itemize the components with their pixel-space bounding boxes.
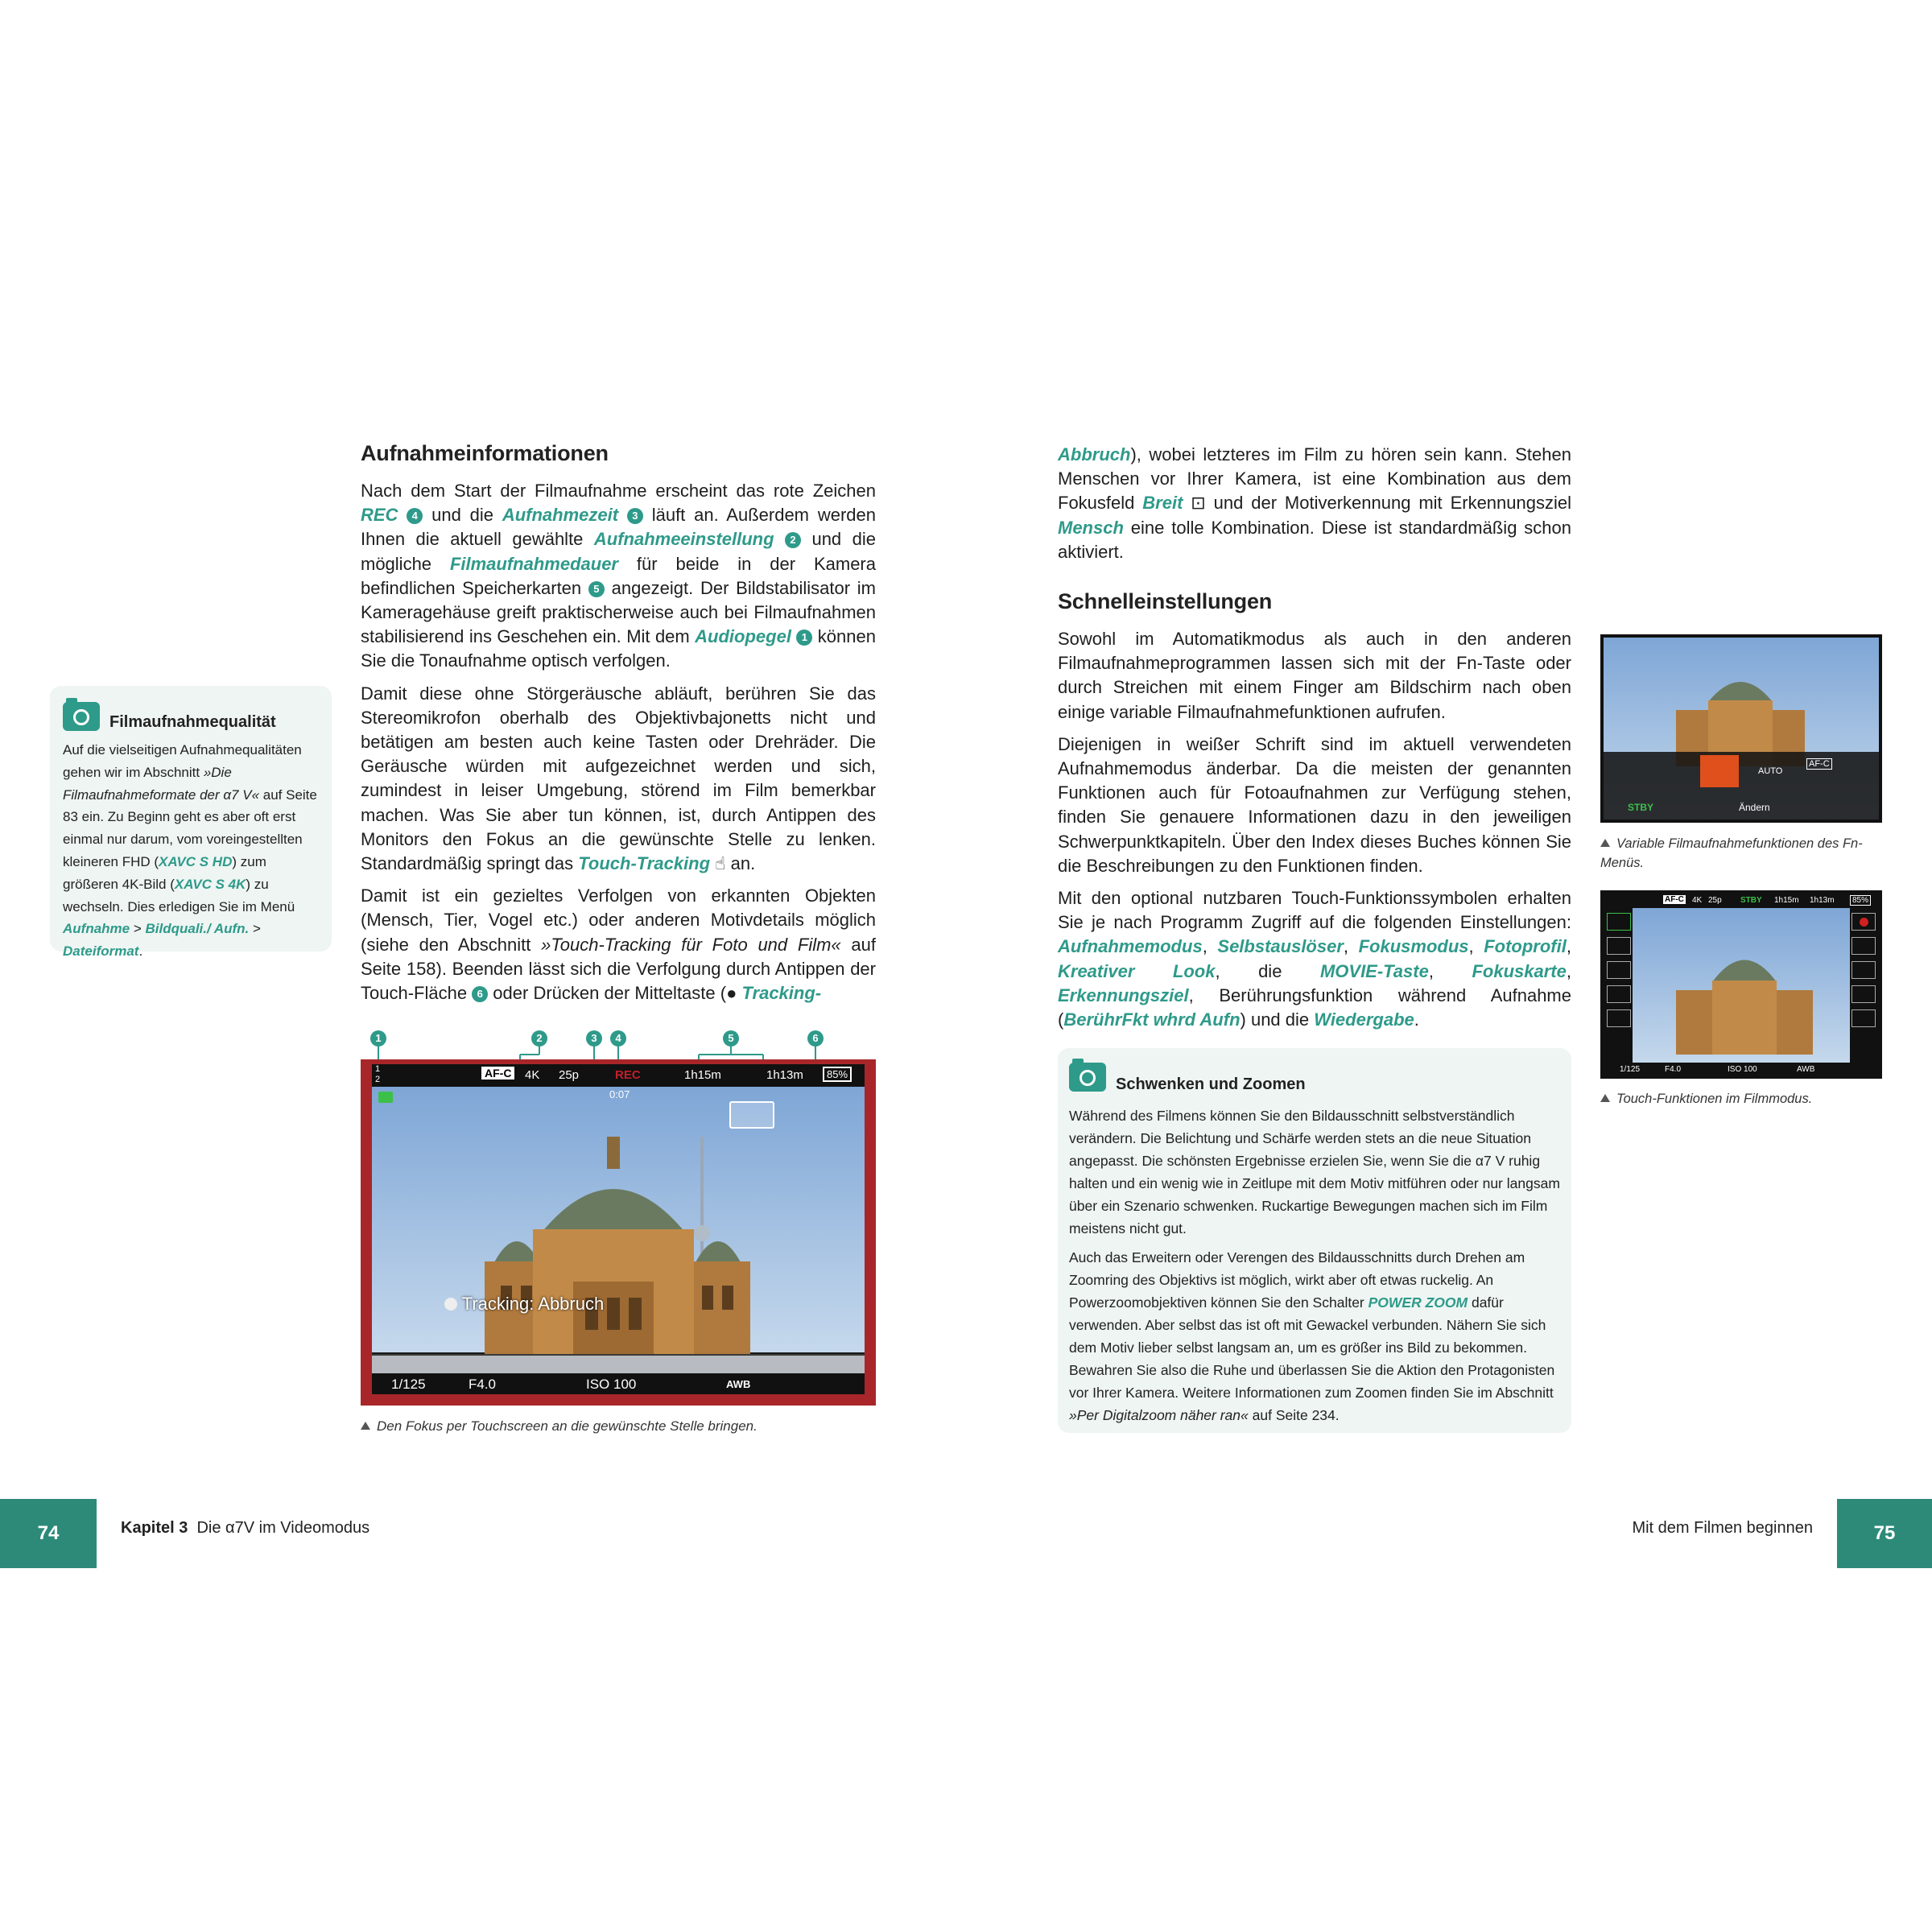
chapter-footer [121,1519,369,1538]
white-balance: AWB [1797,1065,1815,1074]
camera-screen-figure [361,1030,876,1407]
resolution-label: 4K [525,1068,540,1082]
cathedral-image [372,1113,865,1362]
paragraph: Während des Filmens können Sie den Bildausschnitt selbstverständlich verändern. Die Belichtung und Schärfe werden stets an die neue Situation angepasst. Die schönsten Ergebnisse erzielen Sie, wenn Sie die α7 V ruhig halten und ein wenig wie in Zeitlupe mit dem Motiv mitführen oder nur langsam über ein Szenario schwenken. Ruckartige Bewegungen machen sich im Film meistens nicht gut. [1069,1108,1560,1236]
sidebar-box-filmaufnahmequalitaet [50,686,332,960]
rec-label: REC [615,1068,641,1082]
figure-caption-thumb1: Variable Filmaufnahmefunktionen des Fn-Menüs. [1600,836,1863,870]
figure-caption-thumb2: Touch-Funktionen im Filmmodus. [1600,1092,1882,1107]
resolution-label: 4K [1692,896,1703,905]
camera-icon [1069,1063,1106,1092]
fps-label: 25p [1708,896,1722,905]
page-number-right: 75 [1837,1499,1932,1568]
touch-tracking-off-icon[interactable] [729,1101,774,1129]
figure-caption-left: Den Fokus per Touchscreen an die gewünschte Stelle bringen. [361,1418,758,1435]
record-dot-icon [444,1298,457,1311]
box-title: Schwenken und Zoomen [1116,1075,1306,1093]
callout-1: 1 [370,1030,386,1046]
right-body-text [1058,627,1571,1040]
caption-triangle-icon [1600,1094,1610,1102]
chapter-label: Kapitel 3 [121,1519,188,1537]
card2-time: 1h13m [1810,896,1835,905]
movie-button-touch-icon[interactable] [1852,913,1876,931]
hud-top [372,1064,865,1087]
touch-icons-right [1852,913,1876,1027]
iso: ISO 100 [586,1377,637,1392]
battery-indicator: 85% [823,1067,852,1082]
paragraph: Mit den optional nutzbaren Touch-Funktionssymbolen erhalten Sie je nach Programm Zugriff auf die folgenden Einstellungen: Aufnahmemodus, Selbstauslöser, Fokusmodus, Fotoprofil, Kreativer Look, die MOVIE-Taste, Fokuskarte, Erkennungsziel, Berührungsfunktion während Aufnahme (BerührFkt whrd Aufn) und die Wiedergabe. [1058,888,1571,1030]
record-dot-icon [1860,918,1868,927]
touch-function-touch-icon[interactable] [1852,985,1876,1003]
tracking-label: Tracking: Abbruch [461,1294,605,1314]
audio-level-icon [378,1092,393,1103]
camera-screen [361,1059,876,1406]
fn-af-label[interactable]: AF-C [1806,758,1832,770]
shutter-speed: 1/125 [1620,1065,1641,1074]
callout-3: 3 [586,1030,602,1046]
section-footer: Mit dem Filmen beginnen [1632,1519,1813,1537]
fn-auto-label[interactable]: AUTO [1758,766,1783,776]
iso: ISO 100 [1728,1065,1757,1074]
sidebar-title: Filmaufnahmequalität [109,713,276,731]
camera-icon [63,702,100,731]
aperture: F4.0 [1665,1065,1682,1074]
paragraph: Auch das Erweitern oder Verengen des Bildausschnitts durch Drehen am Zoomring des Objektivs ist möglich, wirkt aber oft etwas ruckelig. An Powerzoomobjektiven können Sie den Schalter POWER ZOOM dafür verwenden. Aber selbst das ist oft mit Gewackel verbunden. Nähern Sie sich dem Motiv lieber selbst langsam an, um es größer ins Bild zu bekommen. Bewahren Sie also die Ruhe und überlassen Sie die Aktion den Protagonisten vor Ihrer Kamera. Weitere Informationen zum Zoomen finden Sie im Abschnitt »Per Digitalzoom näher ran« auf Seite 234. [1069,1249,1555,1423]
box-text [1069,1104,1562,1433]
card1-time: 1h15m [1774,896,1799,905]
info-box-schwenken-zoomen [1058,1048,1571,1433]
paragraph: Damit ist ein gezieltes Verfolgen von erkannten Objekten (Mensch, Tier, Vogel etc.) oder anderen Motivdetails möglich (siehe den Abschnitt »Touch-Tracking für Foto und Film« auf Seite 158). Beenden lässt sich die Verfolgung durch Antippen der Touch-Fläche 6 oder Drücken der Mitteltaste (● Tracking- [361,886,876,1004]
recording-time: 0:07 [609,1088,630,1100]
aperture: F4.0 [469,1377,497,1392]
paragraph: Diejenigen in weißer Schrift sind im aktuell verwendeten Aufnahmemodus änderbar. Da die meisten der genannten Funktionen auch für Fotoaufnahmen zur Verfügung stehen, finden Sie genauere Informationen dazu in den jeweiligen Schwerpunktkapiteln. Über den Index dieses Buches können Sie die Beschreibungen zu den Funktionen finden. [1058,733,1571,876]
focus-map-touch-icon[interactable] [1852,937,1876,955]
right-heading: Schnelleinstellungen [1058,589,1273,613]
af-mode-badge: AF-C [481,1067,514,1080]
fn-menu-selected-item[interactable] [1700,755,1739,787]
shutter-speed: 1/125 [391,1377,426,1392]
callout-5: 5 [723,1030,739,1046]
creative-look-touch-icon[interactable] [1607,1009,1631,1027]
page-number-left: 74 [0,1499,97,1568]
andern-label[interactable]: Ändern [1739,802,1770,813]
paragraph: Nach dem Start der Filmaufnahme erscheint das rote Zeichen REC 4 und die Aufnahmezeit 3 läuft an. Außerdem werden Ihnen die aktuell gewählte Aufnahmeeinstellung 2 und die mögliche Filmaufnahmedauer für beide in der Kamera befindlichen Speicherkarten 5 angezeigt. Der Bildstabilisator im Kameragehäuse greift praktischerweise auch bei Filmaufnahmen stabilisierend ins Geschehen ein. Mit dem Audiopegel 1 können Sie die Tonaufnahme optisch verfolgen. [361,481,876,671]
hud-bottom [372,1373,865,1397]
slot-indicator-1: 1 [375,1064,381,1074]
left-body-text [361,479,876,1013]
hud-bottom [1604,1063,1879,1077]
white-balance: AWB [726,1378,751,1390]
stby-label: STBY [1628,802,1654,813]
card2-time: 1h13m [766,1068,803,1082]
callout-2: 2 [531,1030,547,1046]
recognition-target-touch-icon[interactable] [1852,961,1876,979]
battery-indicator: 85% [1850,895,1871,906]
right-intro-text: Abbruch), wobei letzteres im Film zu hören sein kann. Stehen Menschen vor Ihrer Kamera, ist eine Kombination aus dem Fokusfeld Breit ⊡ und der Motiverkennung mit Erkennungsziel Mensch eine tolle Kombination. Diese ist standardmäßig schon aktiviert. [1058,444,1571,562]
paragraph: Damit diese ohne Störgeräusche abläuft, berühren Sie das Stereomikrofon oberhalb des Objektivbajonetts nicht und betätigen am besten auch keine Tasten oder Drehräder. Die Geräusche würden mit aufgezeichnet werden und sich, zumindest in leiser Umgebung, störend im Film bemerkbar machen. Was Sie aber tun können, ist, durch Antippen des Monitors den Fokus an die gewünschte Stelle zu lenken. Standardmäßig springt das Touch-Tracking ☝ an. [361,683,876,874]
paragraph: Sowohl im Automatikmodus als auch in den anderen Filmaufnahmeprogrammen lassen sich mit der Fn-Taste oder durch Streichen mit einem Finger am Bildschirm nach oben einige variable Filmaufnahmefunktionen aufrufen. [1058,629,1571,722]
touch-functions-screenshot [1600,890,1882,1079]
chapter-title: Die α7V im Videomodus [196,1519,370,1537]
cathedral-image [1652,654,1829,766]
fn-menu-panel [1604,752,1879,819]
fn-menu-screenshot [1600,634,1882,823]
caption-triangle-icon [1600,839,1610,847]
slot-indicator-2: 2 [375,1075,381,1084]
hud-top [1604,894,1879,908]
af-mode-badge: AF-C [1665,895,1684,904]
stby-label: STBY [1740,896,1762,905]
focus-mode-touch-icon[interactable] [1607,961,1631,979]
sidebar-text: Auf die vielseitigen Aufnahmequalitäten gehen wir im Abschnitt »Die Filmaufnahmeformate der α7 V« auf Seite 83 ein. Zu Beginn geht es aber oft erst einmal nur darum, vom voreingestellten kleineren FHD (XAVC S HD) zum größeren 4K-Bild (XAVC S 4K) zu wechseln. Dies erledigen Sie im Menü Aufnahme > Bildquali./ Aufn. > Dateiformat. [63,742,317,960]
tracking-abbruch-hint [444,1294,604,1315]
callout-6: 6 [807,1030,824,1046]
touch-icons-left [1607,913,1631,1027]
callout-4: 4 [610,1030,626,1046]
shooting-mode-touch-icon[interactable] [1607,913,1631,931]
caption-triangle-icon [361,1422,370,1430]
fps-label: 25p [559,1068,580,1082]
left-heading: Aufnahmeinformationen [361,441,609,465]
playback-touch-icon[interactable] [1852,1009,1876,1027]
cathedral-image [1652,926,1837,1055]
card1-time: 1h15m [684,1068,721,1082]
picture-profile-touch-icon[interactable] [1607,985,1631,1003]
self-timer-touch-icon[interactable] [1607,937,1631,955]
